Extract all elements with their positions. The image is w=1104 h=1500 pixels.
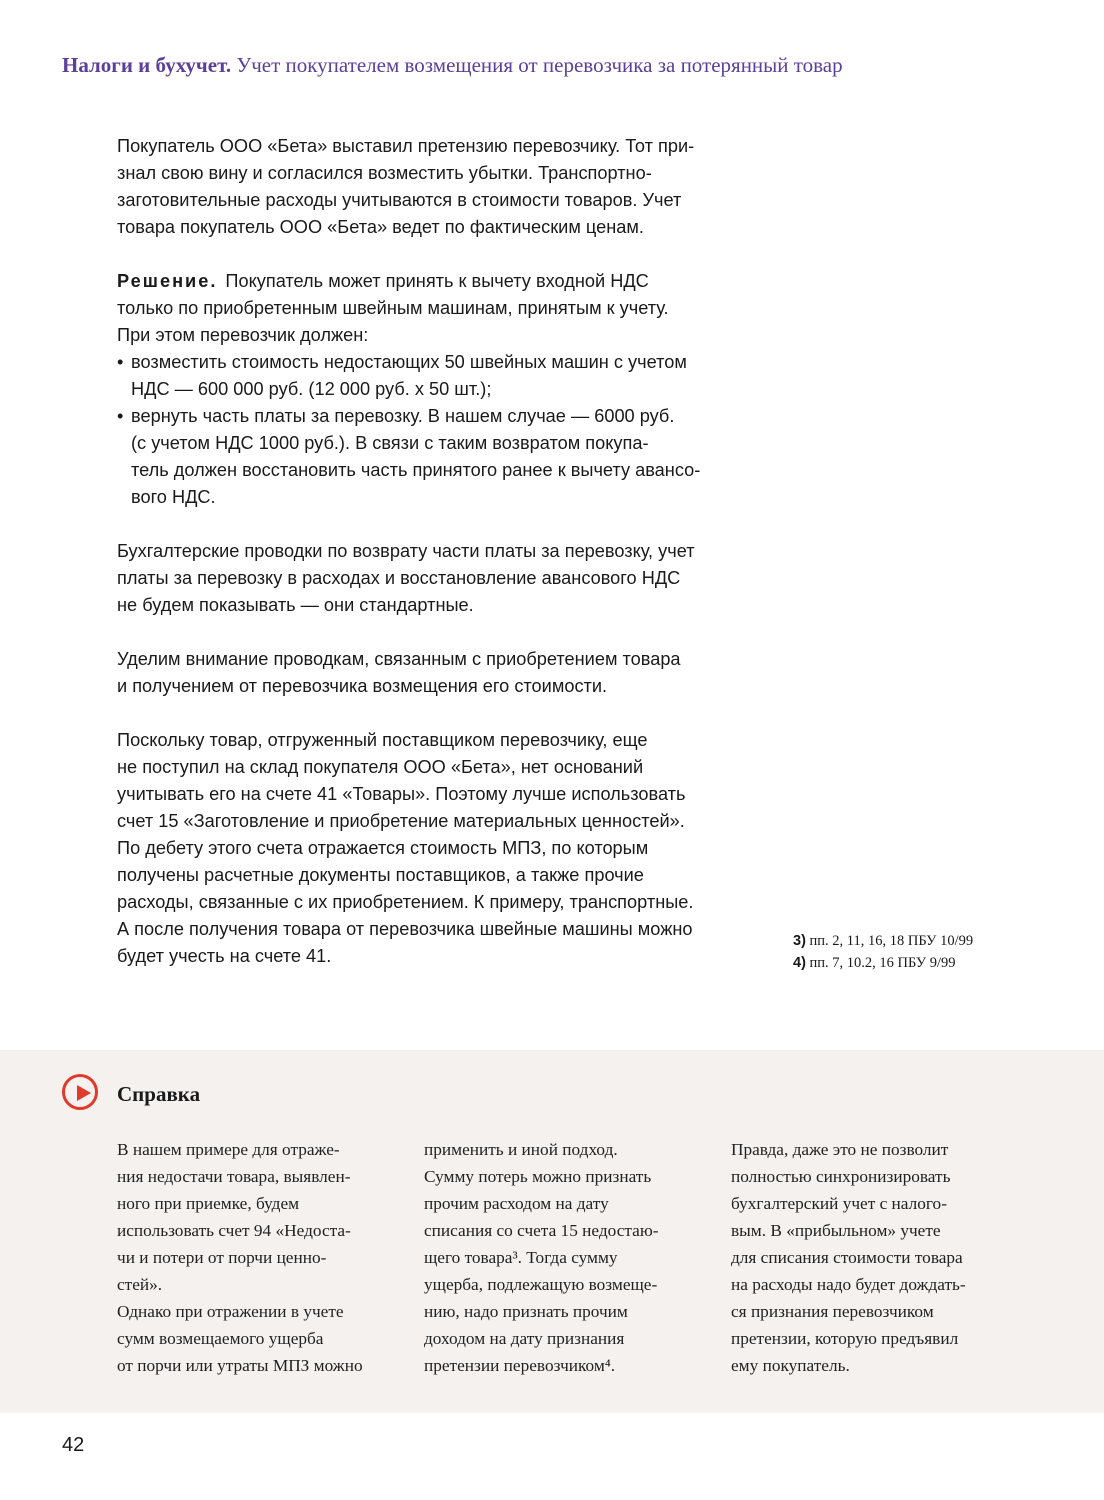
text-line: Однако при отражении в учете (117, 1302, 344, 1321)
text-line: учитывать его на счете 41 «Товары». Поэтому лучше использовать (117, 784, 686, 804)
text-line: А после получения товара от перевозчика швейные машины можно (117, 919, 693, 939)
bullet-item (117, 403, 757, 511)
text-line: применить и иной подход. (424, 1140, 618, 1159)
text-line: от порчи или утраты МПЗ можно (117, 1356, 363, 1375)
text-line: • возместить стоимость недостающих 50 швейных машин с учетом (131, 352, 687, 372)
text-line: ния недостачи товара, выявлен- (117, 1167, 351, 1186)
text-line: для списания стоимости товара (731, 1248, 963, 1267)
page-number: 42 (62, 1434, 85, 1456)
paragraph (117, 727, 757, 970)
text-line: ему покупатель. (731, 1356, 850, 1375)
text-line: вым. В «прибыльном» учете (731, 1221, 941, 1240)
solution-paragraph (117, 268, 757, 349)
text-line: будет учесть на счете 41. (117, 946, 332, 966)
text-line: ся признания перевозчиком (731, 1302, 934, 1321)
text-line: щего товара³. Тогда сумму (424, 1248, 618, 1267)
footnote (793, 930, 973, 952)
bullet-item (117, 349, 757, 403)
text-line: претензии, которую предъявил (731, 1329, 959, 1348)
text-line: и получением от перевозчика возмещения его стоимости. (117, 676, 608, 696)
text-line: сумм возмещаемого ущерба (117, 1329, 324, 1348)
text-line: • вернуть часть платы за перевозку. В нашем случае — 6000 руб. (131, 406, 675, 426)
text-line: знал свою вину и согласился возместить убытки. Транспортно- (117, 163, 652, 183)
footnote-number: 4) (793, 955, 806, 971)
text-line: доходом на дату признания (424, 1329, 625, 1348)
text-line: получены расчетные документы поставщиков, а также прочие (117, 865, 644, 885)
text-line: полностью синхронизировать (731, 1167, 951, 1186)
reference-column (117, 1136, 363, 1379)
text-line: на расходы надо будет дождать- (731, 1275, 966, 1294)
solution-label: Решение. (117, 271, 218, 291)
article-title: Учет покупателем возмещения от перевозчика за потерянный товар (236, 53, 843, 77)
text-line: прочим расходом на дату (424, 1194, 609, 1213)
footnote-text: пп. 2, 11, 16, 18 ПБУ 10/99 (809, 933, 974, 949)
text-line: нию, надо признать прочим (424, 1302, 628, 1321)
play-circle-icon (62, 1074, 98, 1110)
text-line: По дебету этого счета отражается стоимость МПЗ, по которым (117, 838, 649, 858)
text-line: товара покупатель ООО «Бета» ведет по фактическим ценам. (117, 217, 644, 237)
text-line: платы за перевозку в расходах и восстановление авансового НДС (117, 568, 681, 588)
text-line: не поступил на склад покупателя ООО «Бета», нет оснований (117, 757, 644, 777)
text-line: расходы, связанные с их приобретением. К примеру, транспортные. (117, 892, 694, 912)
text-line: Уделим внимание проводкам, связанным с приобретением товара (117, 649, 681, 669)
bullet-list (117, 349, 757, 511)
paragraph (117, 133, 757, 241)
text-line: В нашем примере для отраже- (117, 1140, 340, 1159)
text-line: При этом перевозчик должен: (117, 325, 369, 345)
text-line: ущерба, подлежащую возмеще- (424, 1275, 658, 1294)
text-line: ного при приемке, будем (117, 1194, 300, 1213)
text-line: Покупатель может принять к вычету входной НДС (225, 271, 649, 291)
text-line: Поскольку товар, отгруженный поставщиком перевозчику, еще (117, 730, 648, 750)
text-line: не будем показывать — они стандартные. (117, 595, 474, 615)
main-text (117, 133, 757, 997)
reference-column (424, 1136, 658, 1379)
text-line: бухгалтерский учет с налого- (731, 1194, 947, 1213)
text-line: заготовительные расходы учитываются в стоимости товаров. Учет (117, 190, 682, 210)
text-line: только по приобретенным швейным машинам, принятым к учету. (117, 298, 669, 318)
text-line: (с учетом НДС 1000 руб.). В связи с таким возвратом покупа- (131, 433, 649, 453)
reference-column (731, 1136, 966, 1379)
footnotes (793, 930, 973, 974)
footnote (793, 952, 973, 974)
text-line: счет 15 «Заготовление и приобретение материальных ценностей». (117, 811, 685, 831)
paragraph (117, 646, 757, 700)
text-line: чи и потери от порчи ценно- (117, 1248, 327, 1267)
text-line: Бухгалтерские проводки по возврату части платы за перевозку, учет (117, 541, 695, 561)
text-line: вого НДС. (131, 487, 216, 507)
text-line: НДС — 600 000 руб. (12 000 руб. х 50 шт.); (131, 379, 492, 399)
footnote-text: пп. 7, 10.2, 16 ПБУ 9/99 (809, 955, 956, 971)
text-line: претензии перевозчиком⁴. (424, 1356, 616, 1375)
section-name: Налоги и бухучет. (62, 53, 232, 77)
footnote-number: 3) (793, 933, 806, 949)
running-header (62, 53, 843, 78)
text-line: списания со счета 15 недостаю- (424, 1221, 659, 1240)
text-line: использовать счет 94 «Недоста- (117, 1221, 351, 1240)
text-line: Сумму потерь можно признать (424, 1167, 652, 1186)
text-line: Правда, даже это не позволит (731, 1140, 949, 1159)
text-line: стей». (117, 1275, 163, 1294)
text-line: тель должен восстановить часть принятого ранее к вычету авансо- (131, 460, 701, 480)
reference-title: Справка (117, 1082, 201, 1106)
text-line: Покупатель ООО «Бета» выставил претензию перевозчику. Тот при- (117, 136, 695, 156)
paragraph (117, 538, 757, 619)
